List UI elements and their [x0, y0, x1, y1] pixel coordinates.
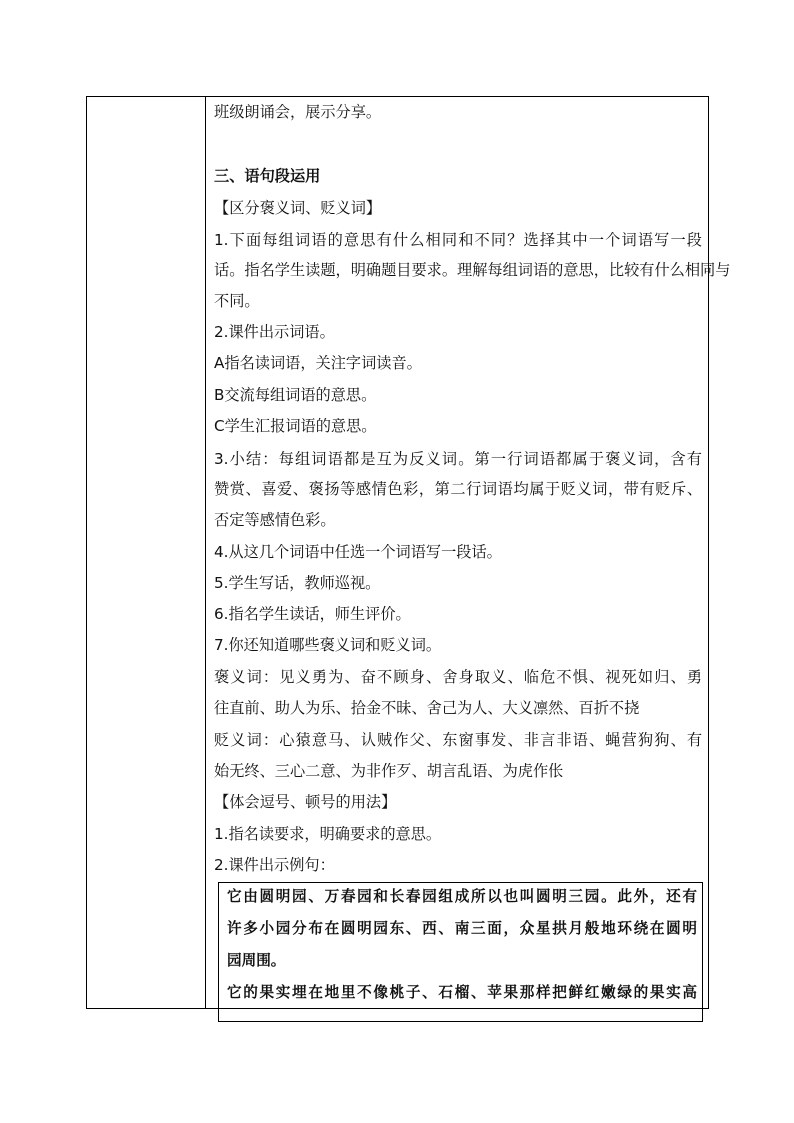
text-line: 往直前、助人为乐、拾金不昧、舍己为人、大义凛然、百折不挠 [214, 699, 640, 717]
example-sentence-box [218, 882, 703, 1022]
text-line: 1.指名读要求，明确要求的意思。 [214, 825, 442, 843]
column-divider [205, 97, 206, 1008]
text-line: A指名读词语，关注字词读音。 [214, 354, 422, 372]
text-line: 2.课件出示例句： [214, 856, 335, 874]
subheading: 【区分褒义词、贬义词】 [214, 199, 382, 217]
text-line: 否定等感情色彩。 [214, 511, 336, 529]
text-line: 始无终、三心二意、为非作歹、胡言乱语、为虎作伥 [214, 762, 564, 780]
text-line: B交流每组词语的意思。 [214, 386, 377, 404]
text-line: 7.你还知道哪些褒义词和贬义词。 [214, 636, 442, 654]
text-line: 4.从这几个词语中任选一个词语写一段话。 [214, 543, 502, 561]
text-line: 1.下面每组词语的意思有什么相同和不同？选择其中一个词语写一段 [214, 231, 702, 249]
text-line: C学生汇报词语的意思。 [214, 417, 377, 435]
section-heading: 三、语句段运用 [214, 167, 321, 185]
subheading: 【体会逗号、顿号的用法】 [214, 793, 397, 811]
example-line: 它的果实埋在地里不像桃子、石榴、苹果那样把鲜红嫩绿的果实高 [227, 984, 697, 1001]
text-line: 话。指名学生读题，明确题目要求。理解每组词语的意思，比较有什么相同与 [214, 261, 731, 279]
text-line: 2.课件出示词语。 [214, 323, 335, 341]
text-line: 5.学生写话，教师巡视。 [214, 574, 381, 592]
text-line: 褒义词：见义勇为、奋不顾身、舍身取义、临危不惧、视死如归、勇 [214, 668, 702, 686]
text-line: 3.小结：每组词语都是互为反义词。第一行词语都属于褒义词，含有 [214, 450, 702, 468]
example-line: 园周围。 [227, 952, 286, 969]
text-line: 班级朗诵会，展示分享。 [214, 103, 382, 121]
text-line: 贬义词：心猿意马、认贼作父、东窗事发、非言非语、蝇营狗狗、有 [214, 731, 702, 749]
lesson-table [86, 96, 731, 1009]
example-line: 许多小园分布在圆明园东、西、南三面，众星拱月般地环绕在圆明 [227, 920, 697, 937]
text-line: 不同。 [214, 292, 260, 310]
text-line: 6.指名学生读话，师生评价。 [214, 605, 411, 623]
text-line: 赞赏、喜爱、褒扬等感情色彩，第二行词语均属于贬义词，带有贬斥、 [214, 480, 702, 498]
example-line: 它由圆明园、万春园和长春园组成所以也叫圆明三园。此外，还有 [227, 888, 697, 905]
